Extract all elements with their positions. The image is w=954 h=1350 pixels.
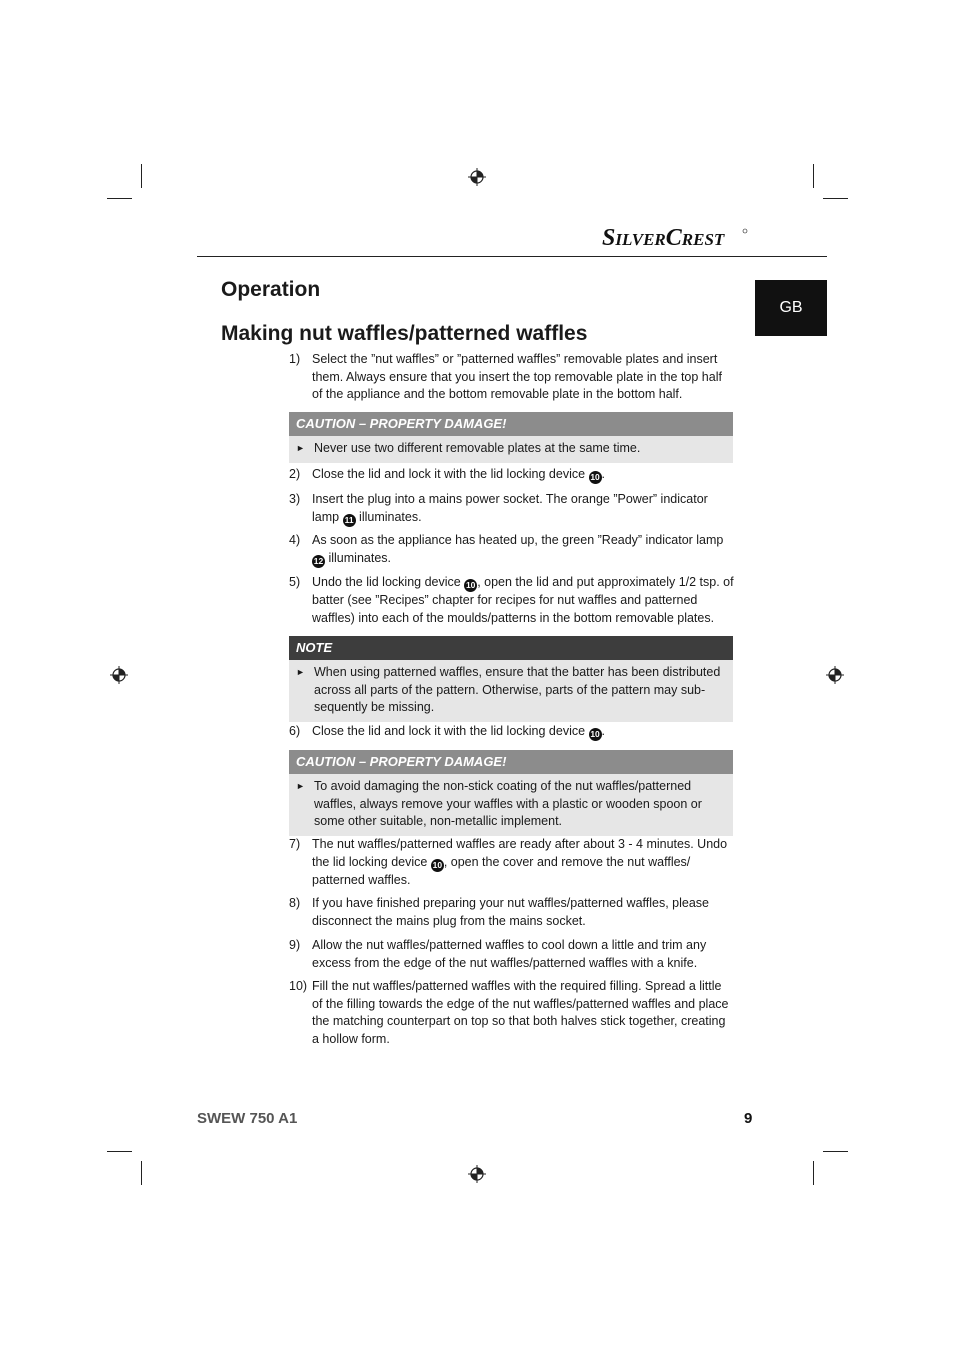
section-heading: Operation <box>221 278 321 301</box>
step-number: 3) <box>289 492 301 506</box>
caution-title: CAUTION – PROPERTY DAMAGE! <box>289 412 733 436</box>
language-tab: GB <box>755 280 827 336</box>
crop-mark <box>813 1161 814 1185</box>
step-text: Close the lid and lock it with the lid locking device <box>312 467 589 481</box>
crop-mark <box>823 198 848 199</box>
step-text: Close the lid and lock it with the lid locking device <box>312 724 589 738</box>
registration-mark-icon <box>826 666 844 684</box>
note-box <box>289 636 733 722</box>
bullet-arrow-icon: ► <box>296 667 305 677</box>
bullet-arrow-icon: ► <box>296 781 305 791</box>
step-text: illuminates. <box>355 509 422 524</box>
step-text: Select the ”nut waffles” or ”patterned waffles” removable plates and insert them. Always ensure that you insert the top removable plate in the top half of the appliance and the bottom removable plate in the bottom half. <box>312 352 722 401</box>
list-item <box>289 466 735 484</box>
step-text: , open the cover and remove the nut waffles/ patterned waffles. <box>312 854 691 887</box>
step-number: 1) <box>289 352 301 366</box>
step-text: . <box>601 724 606 738</box>
step-text: Allow the nut waffles/patterned waffles to cool down a little and trim any excess from the edge of the nut waffles/patterned waffles with a knife. <box>312 938 707 970</box>
crop-mark <box>107 1151 132 1152</box>
list-item <box>289 491 735 527</box>
page-number: 9 <box>744 1110 753 1127</box>
list-item <box>289 351 735 404</box>
step-number: 5) <box>289 575 301 589</box>
part-reference-badge: 12 <box>313 555 324 566</box>
step-text: Undo the lid locking device <box>312 575 465 589</box>
step-text: , open the lid and put approximately 1/2 tsp. of batter (see ”Recipes” chapter for recipes for nut waffles and patterned waffles) into each of the moulds/patterns in the bottom removable plates. <box>312 575 734 625</box>
crop-mark <box>141 164 142 188</box>
bullet-arrow-icon: ► <box>296 443 305 453</box>
crop-mark <box>823 1151 848 1152</box>
caution-title: CAUTION – PROPERTY DAMAGE! <box>289 750 733 774</box>
caution-text: Never use two different removable plates at the same time. <box>314 441 641 455</box>
step-text: As soon as the appliance has heated up, the green ”Ready” indicator lamp <box>312 533 724 547</box>
part-reference-badge: 10 <box>590 472 600 482</box>
caution-box <box>289 750 733 836</box>
list-item <box>289 836 735 889</box>
list-item <box>289 937 735 972</box>
note-title: NOTE <box>289 636 733 660</box>
list-item <box>289 978 735 1048</box>
list-item <box>289 532 735 568</box>
caution-box <box>289 412 733 463</box>
silvercrest-logo <box>600 224 750 250</box>
crop-mark <box>141 1161 142 1185</box>
step-number: 10) <box>289 979 308 993</box>
step-text: Insert the plug into a mains power socket. The orange ”Power” indicator lamp <box>312 492 708 524</box>
caution-text: To avoid damaging the non-stick coating of the nut waffles/patterned waffles, always remove your waffles with a plastic or wooden spoon or some other suitable, non-metallic implement. <box>314 779 702 828</box>
step-text: illuminates. <box>325 550 391 565</box>
list-item <box>289 895 735 930</box>
step-text: Fill the nut waffles/patterned waffles with the required filling. Spread a little of the filling towards the edge of the nut waffles/patterned waffles and place the matching counterpart on top so that both halves stick together, creating a hollow form. <box>312 979 729 1046</box>
registration-mark-icon <box>468 168 486 186</box>
registration-mark-icon <box>468 1165 486 1183</box>
step-number: 8) <box>289 896 301 910</box>
step-number: 9) <box>289 938 301 952</box>
step-text: If you have finished preparing your nut waffles/patterned waffles, please disconnect the mains plug from the mains socket. <box>312 896 710 928</box>
part-reference-badge: 11 <box>344 514 354 525</box>
list-item <box>289 723 735 741</box>
registration-mark-icon <box>110 666 128 684</box>
step-number: 4) <box>289 533 301 547</box>
note-text: When using patterned waffles, ensure that the batter has been distributed across all parts of the pattern. Otherwise, parts of the pattern may sub-sequently be missing. <box>314 665 721 714</box>
part-reference-badge: 10 <box>590 729 600 739</box>
svg-text:SILVERCREST: SILVERCREST <box>602 225 725 250</box>
section-subheading: Making nut waffles/patterned waffles <box>221 322 588 345</box>
header-rule <box>197 256 827 257</box>
step-number: 6) <box>289 724 301 738</box>
list-item <box>289 574 735 627</box>
footer-model-number: SWEW 750 A1 <box>197 1110 298 1127</box>
step-text: . <box>601 467 606 481</box>
step-number: 7) <box>289 837 301 851</box>
crop-mark <box>107 198 132 199</box>
crop-mark <box>813 164 814 188</box>
part-reference-badge: 10 <box>432 859 443 870</box>
step-number: 2) <box>289 467 301 481</box>
step-text: The nut waffles/patterned waffles are ready after about 3 - 4 minutes. Undo the lid locking device <box>312 837 728 869</box>
part-reference-badge: 10 <box>465 580 476 590</box>
